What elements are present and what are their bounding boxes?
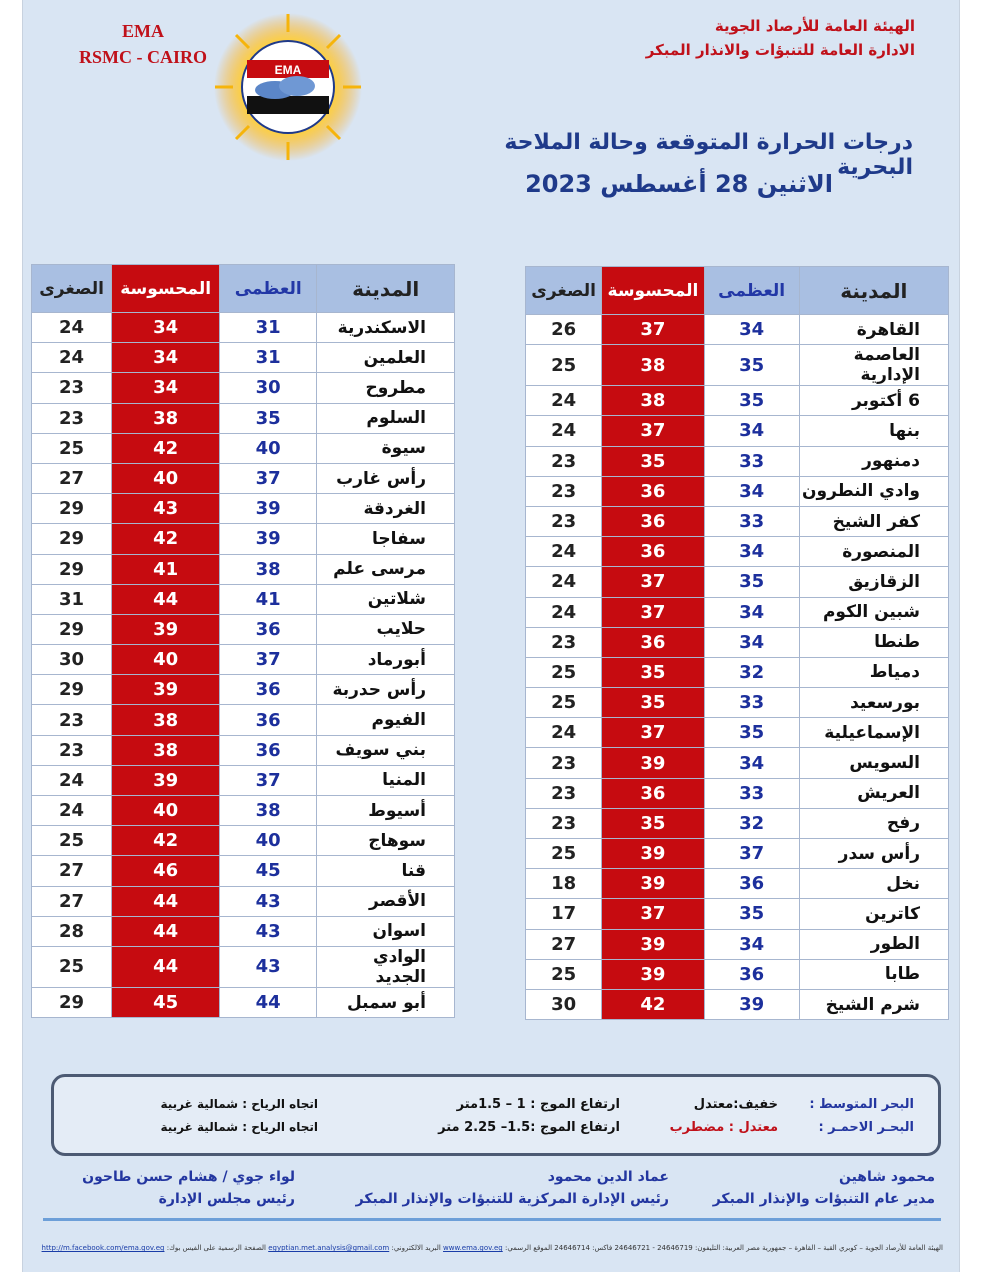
min-temp-cell: 23 bbox=[526, 476, 602, 506]
table-row bbox=[32, 645, 455, 675]
max-temp-cell: 41 bbox=[220, 584, 317, 614]
table-row bbox=[526, 929, 949, 959]
feels-like-cell: 38 bbox=[112, 735, 220, 765]
right-table-body bbox=[526, 315, 949, 1020]
table-row bbox=[32, 584, 455, 614]
city-cell: السلوم bbox=[317, 403, 455, 433]
feels-like-cell: 35 bbox=[602, 446, 704, 476]
header-city: المدينة bbox=[317, 265, 455, 313]
feels-like-cell: 36 bbox=[602, 537, 704, 567]
max-temp-cell: 36 bbox=[220, 675, 317, 705]
header-city: المدينة bbox=[799, 267, 948, 315]
max-temp-cell: 32 bbox=[704, 808, 799, 838]
min-temp-cell: 25 bbox=[32, 826, 112, 856]
max-temp-cell: 31 bbox=[220, 343, 317, 373]
min-temp-cell: 25 bbox=[32, 433, 112, 463]
feels-like-cell: 38 bbox=[602, 386, 704, 416]
signature-name: عماد الدين محمود bbox=[547, 1169, 669, 1185]
table-row bbox=[32, 886, 455, 916]
min-temp-cell: 24 bbox=[526, 567, 602, 597]
city-cell: العريش bbox=[799, 778, 948, 808]
feels-like-cell: 42 bbox=[112, 826, 220, 856]
city-cell: أسيوط bbox=[317, 796, 455, 826]
min-temp-cell: 29 bbox=[32, 524, 112, 554]
min-temp-cell: 24 bbox=[32, 343, 112, 373]
footer-facebook-label: الصفحة الرسمية على الفيس بوك: bbox=[164, 1244, 266, 1252]
city-cell: رفح bbox=[799, 808, 948, 838]
mediterranean-row bbox=[54, 1097, 938, 1119]
min-temp-cell: 18 bbox=[526, 869, 602, 899]
max-temp-cell: 36 bbox=[704, 959, 799, 989]
city-cell: كفر الشيخ bbox=[799, 506, 948, 536]
min-temp-cell: 27 bbox=[32, 856, 112, 886]
min-temp-cell: 27 bbox=[32, 463, 112, 493]
feels-like-cell: 37 bbox=[602, 416, 704, 446]
max-temp-cell: 39 bbox=[220, 524, 317, 554]
max-temp-cell: 43 bbox=[220, 946, 317, 987]
max-temp-cell: 36 bbox=[704, 869, 799, 899]
table-row bbox=[526, 778, 949, 808]
max-temp-cell: 34 bbox=[704, 929, 799, 959]
city-cell: قنا bbox=[317, 856, 455, 886]
min-temp-cell: 30 bbox=[32, 645, 112, 675]
table-row bbox=[526, 506, 949, 536]
table-row bbox=[32, 705, 455, 735]
min-temp-cell: 25 bbox=[526, 839, 602, 869]
footer-contact bbox=[41, 1244, 943, 1252]
feels-like-cell: 42 bbox=[602, 989, 704, 1019]
min-temp-cell: 23 bbox=[32, 403, 112, 433]
city-cell: سفاجا bbox=[317, 524, 455, 554]
table-row bbox=[32, 463, 455, 493]
city-cell: شبين الكوم bbox=[799, 597, 948, 627]
min-temp-cell: 23 bbox=[32, 705, 112, 735]
feels-like-cell: 37 bbox=[602, 597, 704, 627]
max-temp-cell: 33 bbox=[704, 446, 799, 476]
table-row bbox=[526, 748, 949, 778]
feels-like-cell: 44 bbox=[112, 916, 220, 946]
table-row bbox=[32, 403, 455, 433]
mediterranean-wave: ارتفاع الموج : 1 – 1.5متر bbox=[456, 1097, 620, 1112]
feels-like-cell: 39 bbox=[602, 959, 704, 989]
feels-like-cell: 36 bbox=[602, 778, 704, 808]
min-temp-cell: 24 bbox=[32, 796, 112, 826]
table-row bbox=[526, 315, 949, 345]
mediterranean-label: البحر المتوسط : bbox=[809, 1097, 914, 1112]
min-temp-cell: 23 bbox=[526, 778, 602, 808]
max-temp-cell: 33 bbox=[704, 778, 799, 808]
table-row bbox=[526, 808, 949, 838]
city-cell: دمياط bbox=[799, 657, 948, 687]
signature-forecast-director bbox=[713, 1166, 935, 1210]
city-cell: دمنهور bbox=[799, 446, 948, 476]
feels-like-cell: 37 bbox=[602, 315, 704, 345]
table-row bbox=[526, 416, 949, 446]
max-temp-cell: 45 bbox=[220, 856, 317, 886]
table-row bbox=[32, 433, 455, 463]
feels-like-cell: 40 bbox=[112, 796, 220, 826]
table-row bbox=[526, 839, 949, 869]
max-temp-cell: 34 bbox=[704, 597, 799, 627]
feels-like-cell: 35 bbox=[602, 808, 704, 838]
table-row bbox=[32, 313, 455, 343]
city-cell: العلمين bbox=[317, 343, 455, 373]
city-cell: كاترين bbox=[799, 899, 948, 929]
footer-email-link[interactable]: egyptian.met.analysis@gmail.com bbox=[268, 1244, 390, 1252]
table-row bbox=[32, 735, 455, 765]
city-cell: الغردقة bbox=[317, 494, 455, 524]
city-cell: العاصمة الإدارية bbox=[799, 345, 948, 386]
city-cell: أبو سمبل bbox=[317, 987, 455, 1017]
min-temp-cell: 30 bbox=[526, 989, 602, 1019]
min-temp-cell: 24 bbox=[526, 537, 602, 567]
bulletin-date: الاثنين 28 أغسطس 2023 bbox=[525, 170, 833, 198]
city-cell: بني سويف bbox=[317, 735, 455, 765]
rsmc-label: RSMC - CAIRO bbox=[79, 47, 207, 67]
city-cell: اسوان bbox=[317, 916, 455, 946]
footer-website-link[interactable]: www.ema.gov.eg bbox=[443, 1244, 503, 1252]
max-temp-cell: 35 bbox=[220, 403, 317, 433]
table-row bbox=[32, 856, 455, 886]
feels-like-cell: 39 bbox=[112, 675, 220, 705]
city-cell: بورسعيد bbox=[799, 688, 948, 718]
table-row bbox=[526, 597, 949, 627]
marine-conditions-box bbox=[51, 1074, 941, 1156]
min-temp-cell: 25 bbox=[526, 959, 602, 989]
feels-like-cell: 40 bbox=[112, 645, 220, 675]
signature-central-director bbox=[356, 1166, 669, 1210]
max-temp-cell: 38 bbox=[220, 796, 317, 826]
header-max: العظمى bbox=[704, 267, 799, 315]
table-row bbox=[32, 765, 455, 795]
min-temp-cell: 24 bbox=[32, 765, 112, 795]
feels-like-cell: 36 bbox=[602, 506, 704, 536]
min-temp-cell: 29 bbox=[32, 554, 112, 584]
feels-like-cell: 36 bbox=[602, 627, 704, 657]
header-feels: المحسوسة bbox=[112, 265, 220, 313]
feels-like-cell: 37 bbox=[602, 567, 704, 597]
left-temperature-table bbox=[31, 264, 455, 1018]
max-temp-cell: 36 bbox=[220, 614, 317, 644]
table-row bbox=[526, 386, 949, 416]
table-row bbox=[32, 343, 455, 373]
city-cell: المنصورة bbox=[799, 537, 948, 567]
max-temp-cell: 33 bbox=[704, 688, 799, 718]
feels-like-cell: 40 bbox=[112, 463, 220, 493]
signature-name: لواء جوي / هشام حسن طاحون bbox=[82, 1169, 295, 1185]
min-temp-cell: 23 bbox=[32, 373, 112, 403]
feels-like-cell: 39 bbox=[602, 748, 704, 778]
mediterranean-wind: اتجاه الرياح : شمالية غربية bbox=[160, 1097, 318, 1111]
table-row bbox=[526, 899, 949, 929]
min-temp-cell: 26 bbox=[526, 315, 602, 345]
max-temp-cell: 35 bbox=[704, 718, 799, 748]
max-temp-cell: 34 bbox=[704, 537, 799, 567]
footer-email-label: البريد الالكتروني: bbox=[389, 1244, 441, 1252]
feels-like-cell: 39 bbox=[602, 869, 704, 899]
feels-like-cell: 39 bbox=[602, 929, 704, 959]
max-temp-cell: 37 bbox=[220, 463, 317, 493]
right-temperature-table bbox=[525, 266, 949, 1020]
city-cell: المنيا bbox=[317, 765, 455, 795]
min-temp-cell: 31 bbox=[32, 584, 112, 614]
red-sea-state: معتدل : مضطرب bbox=[669, 1120, 778, 1135]
min-temp-cell: 23 bbox=[526, 627, 602, 657]
min-temp-cell: 23 bbox=[526, 748, 602, 778]
header-min: الصغرى bbox=[526, 267, 602, 315]
feels-like-cell: 42 bbox=[112, 433, 220, 463]
city-cell: سوهاج bbox=[317, 826, 455, 856]
table-row bbox=[526, 869, 949, 899]
red-sea-wind: اتجاه الرياح : شمالية غربية bbox=[160, 1120, 318, 1134]
max-temp-cell: 32 bbox=[704, 657, 799, 687]
min-temp-cell: 23 bbox=[526, 506, 602, 536]
feels-like-cell: 44 bbox=[112, 946, 220, 987]
min-temp-cell: 29 bbox=[32, 494, 112, 524]
table-row bbox=[32, 826, 455, 856]
max-temp-cell: 35 bbox=[704, 386, 799, 416]
max-temp-cell: 35 bbox=[704, 345, 799, 386]
feels-like-cell: 45 bbox=[112, 987, 220, 1017]
table-row bbox=[526, 959, 949, 989]
signature-title: مدير عام التنبؤات والإنذار المبكر bbox=[712, 1191, 935, 1207]
table-row bbox=[32, 554, 455, 584]
min-temp-cell: 24 bbox=[526, 718, 602, 748]
feels-like-cell: 44 bbox=[112, 584, 220, 614]
table-row bbox=[526, 446, 949, 476]
table-row bbox=[32, 987, 455, 1017]
city-cell: الأقصر bbox=[317, 886, 455, 916]
header-feels: المحسوسة bbox=[602, 267, 704, 315]
table-header-row bbox=[526, 267, 949, 315]
header-min: الصغرى bbox=[32, 265, 112, 313]
table-row bbox=[32, 916, 455, 946]
min-temp-cell: 25 bbox=[32, 946, 112, 987]
min-temp-cell: 25 bbox=[526, 688, 602, 718]
city-cell: وادي النطرون bbox=[799, 476, 948, 506]
city-cell: أبورماد bbox=[317, 645, 455, 675]
min-temp-cell: 24 bbox=[526, 597, 602, 627]
header-max: العظمى bbox=[220, 265, 317, 313]
max-temp-cell: 37 bbox=[220, 645, 317, 675]
max-temp-cell: 44 bbox=[220, 987, 317, 1017]
signature-title: رئيس الإدارة المركزية للتنبؤات والإنذار المبكر bbox=[355, 1191, 669, 1207]
table-header-row bbox=[32, 265, 455, 313]
table-row bbox=[32, 494, 455, 524]
table-row bbox=[526, 718, 949, 748]
city-cell: طابا bbox=[799, 959, 948, 989]
city-cell: الإسماعيلية bbox=[799, 718, 948, 748]
max-temp-cell: 39 bbox=[220, 494, 317, 524]
feels-like-cell: 34 bbox=[112, 343, 220, 373]
feels-like-cell: 38 bbox=[112, 403, 220, 433]
max-temp-cell: 35 bbox=[704, 567, 799, 597]
max-temp-cell: 36 bbox=[220, 735, 317, 765]
red-sea-wave: ارتفاع الموج :1.5– 2.25 متر bbox=[438, 1120, 620, 1135]
min-temp-cell: 29 bbox=[32, 675, 112, 705]
min-temp-cell: 23 bbox=[32, 735, 112, 765]
feels-like-cell: 35 bbox=[602, 688, 704, 718]
feels-like-cell: 42 bbox=[112, 524, 220, 554]
min-temp-cell: 29 bbox=[32, 614, 112, 644]
max-temp-cell: 37 bbox=[704, 839, 799, 869]
ema-header bbox=[63, 18, 223, 70]
min-temp-cell: 28 bbox=[32, 916, 112, 946]
feels-like-cell: 39 bbox=[602, 839, 704, 869]
max-temp-cell: 36 bbox=[220, 705, 317, 735]
min-temp-cell: 29 bbox=[32, 987, 112, 1017]
min-temp-cell: 23 bbox=[526, 446, 602, 476]
signature-title: رئيس مجلس الإدارة bbox=[158, 1191, 295, 1207]
min-temp-cell: 24 bbox=[526, 416, 602, 446]
max-temp-cell: 40 bbox=[220, 826, 317, 856]
max-temp-cell: 30 bbox=[220, 373, 317, 403]
table-row bbox=[526, 688, 949, 718]
table-row bbox=[32, 675, 455, 705]
max-temp-cell: 34 bbox=[704, 315, 799, 345]
table-row bbox=[32, 373, 455, 403]
max-temp-cell: 43 bbox=[220, 916, 317, 946]
max-temp-cell: 31 bbox=[220, 313, 317, 343]
bulletin-title: درجات الحرارة المتوقعة وحالة الملاحة البحرية bbox=[504, 130, 913, 180]
feels-like-cell: 36 bbox=[602, 476, 704, 506]
max-temp-cell: 35 bbox=[704, 899, 799, 929]
city-cell: الطور bbox=[799, 929, 948, 959]
feels-like-cell: 46 bbox=[112, 856, 220, 886]
feels-like-cell: 38 bbox=[602, 345, 704, 386]
city-cell: القاهرة bbox=[799, 315, 948, 345]
min-temp-cell: 24 bbox=[32, 313, 112, 343]
feels-like-cell: 34 bbox=[112, 313, 220, 343]
feels-like-cell: 39 bbox=[112, 614, 220, 644]
max-temp-cell: 34 bbox=[704, 748, 799, 778]
city-cell: مرسى علم bbox=[317, 554, 455, 584]
left-table-body bbox=[32, 313, 455, 1018]
max-temp-cell: 34 bbox=[704, 476, 799, 506]
max-temp-cell: 37 bbox=[220, 765, 317, 795]
table-row bbox=[526, 345, 949, 386]
table-row bbox=[32, 946, 455, 987]
feels-like-cell: 37 bbox=[602, 899, 704, 929]
city-cell: الزقازيق bbox=[799, 567, 948, 597]
feels-like-cell: 38 bbox=[112, 705, 220, 735]
feels-like-cell: 43 bbox=[112, 494, 220, 524]
table-row bbox=[526, 476, 949, 506]
max-temp-cell: 39 bbox=[704, 989, 799, 1019]
table-row bbox=[526, 989, 949, 1019]
city-cell: الوادي الجديد bbox=[317, 946, 455, 987]
city-cell: رأس سدر bbox=[799, 839, 948, 869]
table-row bbox=[526, 537, 949, 567]
city-cell: السويس bbox=[799, 748, 948, 778]
footer-divider bbox=[43, 1218, 941, 1221]
min-temp-cell: 25 bbox=[526, 345, 602, 386]
min-temp-cell: 27 bbox=[526, 929, 602, 959]
max-temp-cell: 43 bbox=[220, 886, 317, 916]
table-row bbox=[32, 524, 455, 554]
feels-like-cell: 44 bbox=[112, 886, 220, 916]
feels-like-cell: 41 bbox=[112, 554, 220, 584]
organization-header bbox=[555, 14, 915, 62]
org-name: الهيئة العامة للأرصاد الجوية bbox=[714, 17, 915, 35]
logo-text: EMA bbox=[274, 63, 302, 77]
city-cell: حلايب bbox=[317, 614, 455, 644]
feels-like-cell: 39 bbox=[112, 765, 220, 795]
max-temp-cell: 40 bbox=[220, 433, 317, 463]
max-temp-cell: 38 bbox=[220, 554, 317, 584]
red-sea-row bbox=[54, 1120, 938, 1142]
feels-like-cell: 37 bbox=[602, 718, 704, 748]
table-row bbox=[526, 657, 949, 687]
table-row bbox=[32, 614, 455, 644]
max-temp-cell: 34 bbox=[704, 416, 799, 446]
city-cell: مطروح bbox=[317, 373, 455, 403]
city-cell: نخل bbox=[799, 869, 948, 899]
feels-like-cell: 34 bbox=[112, 373, 220, 403]
table-row bbox=[526, 567, 949, 597]
min-temp-cell: 25 bbox=[526, 657, 602, 687]
city-cell: الاسكندرية bbox=[317, 313, 455, 343]
ema-logo bbox=[213, 12, 363, 162]
min-temp-cell: 24 bbox=[526, 386, 602, 416]
bulletin-page bbox=[22, 0, 960, 1272]
city-cell: رأس غارب bbox=[317, 463, 455, 493]
signature-chairman bbox=[82, 1166, 295, 1210]
mediterranean-state: خفيف:معتدل bbox=[693, 1097, 778, 1112]
min-temp-cell: 23 bbox=[526, 808, 602, 838]
red-sea-label: البحـر الاحمـر : bbox=[818, 1120, 914, 1135]
table-row bbox=[32, 796, 455, 826]
max-temp-cell: 34 bbox=[704, 627, 799, 657]
city-cell: بنها bbox=[799, 416, 948, 446]
city-cell: الفيوم bbox=[317, 705, 455, 735]
footer-facebook-link[interactable]: http://m.facebook.com/ema.gov.eg bbox=[41, 1244, 165, 1252]
city-cell: طنطا bbox=[799, 627, 948, 657]
city-cell: سيوة bbox=[317, 433, 455, 463]
table-row bbox=[526, 627, 949, 657]
org-department: الادارة العامة للتنبؤات والانذار المبكر bbox=[645, 41, 915, 59]
city-cell: 6 أكتوبر bbox=[799, 386, 948, 416]
city-cell: رأس حدربة bbox=[317, 675, 455, 705]
footer-address: الهيئة العامة للأرصاد الجوية – كوبري القبة – القاهرة – جمهورية مصر العربية: التليفون: 24646719 - 24646721 فاكس: 24646714 الموقع الرسمي: bbox=[504, 1244, 943, 1252]
city-cell: شلاتين bbox=[317, 584, 455, 614]
min-temp-cell: 17 bbox=[526, 899, 602, 929]
city-cell: شرم الشيخ bbox=[799, 989, 948, 1019]
signature-name: محمود شاهين bbox=[838, 1169, 935, 1185]
min-temp-cell: 27 bbox=[32, 886, 112, 916]
max-temp-cell: 33 bbox=[704, 506, 799, 536]
feels-like-cell: 35 bbox=[602, 657, 704, 687]
ema-abbrev: EMA bbox=[122, 21, 164, 41]
